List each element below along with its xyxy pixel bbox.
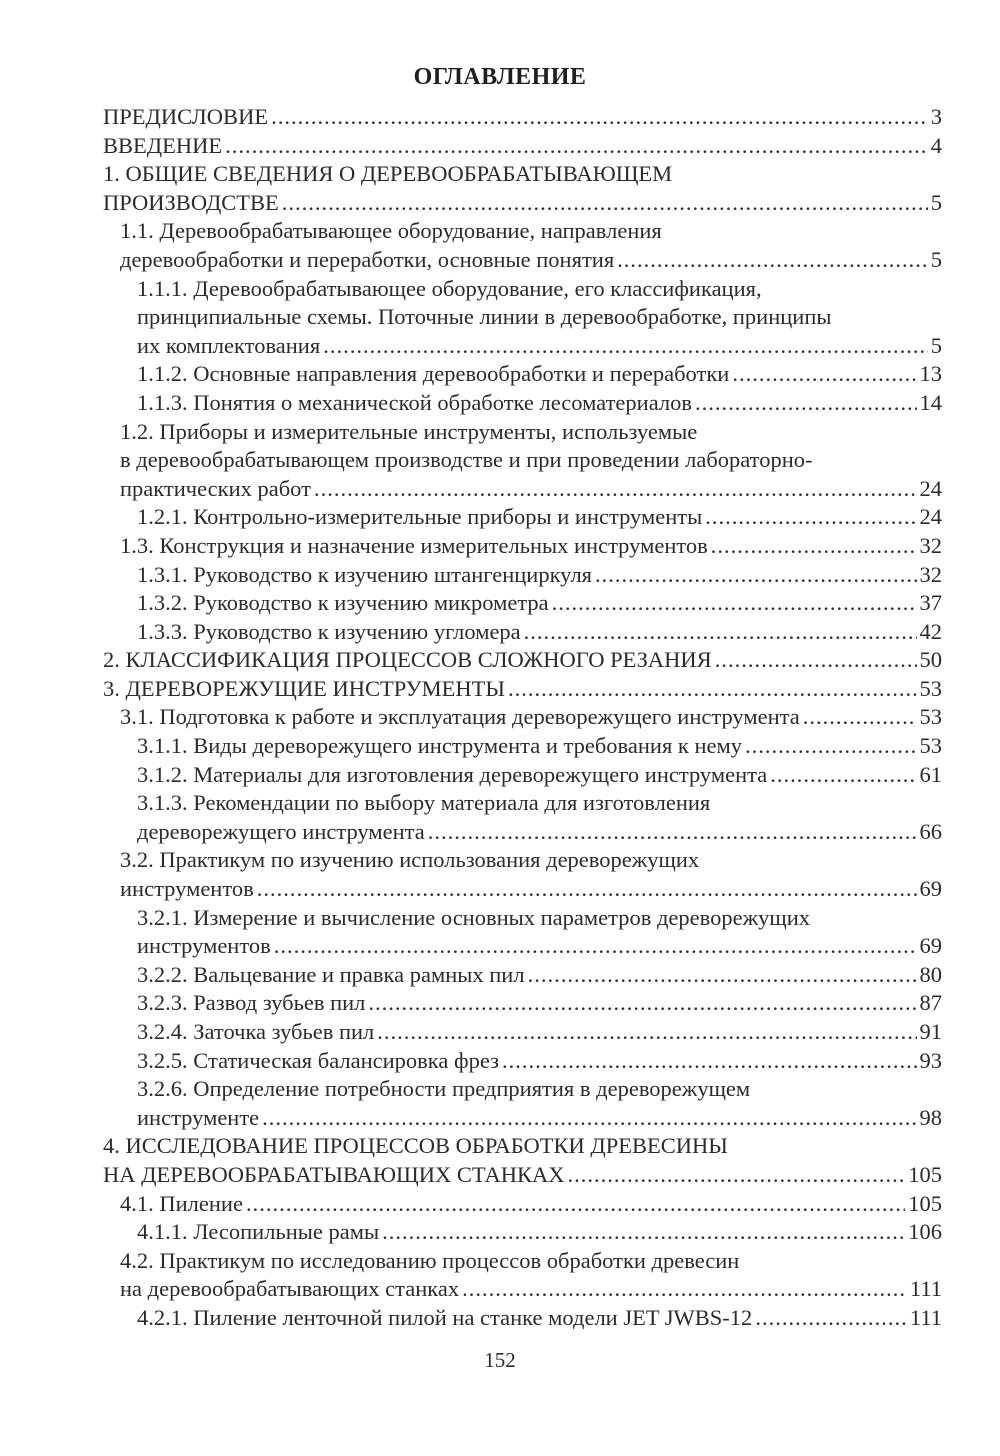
toc-entry-row (103, 646, 942, 675)
toc-entry-row (120, 246, 942, 275)
toc-entry-row (103, 189, 942, 218)
toc-entry-row (120, 1190, 942, 1219)
toc-entry[interactable] (103, 275, 942, 361)
toc-entry-line: в деревообрабатывающем производстве и при проведении лабораторно- (120, 447, 813, 473)
toc-entry[interactable] (103, 1218, 942, 1247)
toc-entry-text: на деревообрабатывающих станках (120, 1276, 460, 1302)
toc-page-number: 24 (919, 504, 942, 530)
dot-leader (314, 475, 917, 504)
toc-entry-text: деревообработки и переработки, основные понятия (120, 246, 615, 272)
toc-entry-line: 3.2.6. Определение потребности предприятия в дереворежущем (137, 1076, 751, 1102)
toc-entry[interactable] (103, 561, 942, 590)
toc-entry-text: ПРОИЗВОДСТВЕ (103, 189, 279, 215)
dot-leader (770, 761, 916, 790)
toc-entry[interactable] (103, 589, 942, 618)
toc-entry[interactable] (103, 1047, 942, 1076)
dot-leader (428, 818, 917, 847)
dot-leader (695, 389, 917, 418)
toc-entry-line: 3.2. Практикум по изучению использования дереворежущих (120, 847, 700, 873)
toc-page-number: 98 (919, 1104, 942, 1130)
toc-page-number: 37 (919, 590, 942, 616)
toc-entry-row (103, 675, 942, 704)
dot-leader (377, 1018, 916, 1047)
dot-leader (803, 703, 917, 732)
toc-entry[interactable] (103, 789, 942, 846)
toc-entry-row (137, 989, 942, 1018)
toc-page-number: 106 (908, 1219, 942, 1245)
toc-entry-row (137, 1104, 942, 1133)
dot-leader (732, 360, 916, 389)
toc-page-number: 105 (908, 1161, 942, 1187)
toc-entry-line: 1. ОБЩИЕ СВЕДЕНИЯ О ДЕРЕВООБРАБАТЫВАЮЩЕМ (103, 161, 673, 187)
toc-entry[interactable] (103, 217, 942, 274)
toc-entry-line: 4. ИССЛЕДОВАНИЕ ПРОЦЕССОВ ОБРАБОТКИ ДРЕВЕСИНЫ (103, 1133, 728, 1159)
toc-entry-text: 3.2.3. Развод зубьев пил (137, 990, 366, 1016)
toc-entry-text: 1.2.1. Контрольно-измерительные приборы и инструменты (137, 504, 703, 530)
dot-leader (711, 532, 917, 561)
dot-leader (262, 1104, 916, 1133)
toc-entry[interactable] (103, 904, 942, 961)
dot-leader (595, 561, 916, 590)
toc-entry-text: практических работ (120, 475, 311, 501)
toc-page-number: 105 (908, 1190, 942, 1216)
toc-page-number: 5 (930, 246, 942, 272)
toc-entry-text: их комплектования (137, 332, 321, 358)
dot-leader (508, 675, 917, 704)
toc-entry[interactable] (103, 961, 942, 990)
toc-entry-row (137, 818, 942, 847)
dot-leader (617, 246, 928, 275)
toc-entry-text: 1.1.3. Понятия о механической обработке лесоматериалов (137, 389, 692, 415)
toc-entry-line: 1.1. Деревообрабатывающее оборудование, направления (120, 218, 662, 244)
toc-entry[interactable] (103, 132, 942, 161)
toc-page-number: 53 (919, 704, 942, 730)
dot-leader (368, 989, 916, 1018)
dot-leader (705, 503, 916, 532)
toc-entry[interactable] (103, 1075, 942, 1132)
toc-entry[interactable] (103, 103, 942, 132)
toc-entry-row (103, 103, 942, 132)
toc-entry[interactable] (103, 532, 942, 561)
toc-entry-text: 1.3.3. Руководство к изучению угломера (137, 618, 521, 644)
toc-entry-row (137, 360, 942, 389)
toc-entry-line: 4.2. Практикум по исследованию процессов обработки древесин (120, 1247, 740, 1273)
toc-entry[interactable] (103, 1132, 942, 1189)
toc-entry[interactable] (103, 1304, 942, 1333)
toc-entry-text: 3.1. Подготовка к работе и эксплуатация дереворежущего инструмента (120, 704, 800, 730)
toc-page-number: 24 (919, 475, 942, 501)
toc-page-number: 61 (919, 761, 942, 787)
toc-page-number: 50 (919, 647, 942, 673)
toc-page-number: 3 (930, 104, 942, 129)
toc-entry-line: принципиальные схемы. Поточные линии в деревообработке, принципы (137, 304, 832, 330)
toc-page-number: 32 (919, 532, 942, 558)
dot-leader (502, 1047, 917, 1076)
toc-page-number: 80 (919, 961, 942, 987)
toc-entry[interactable] (103, 846, 942, 903)
toc-entry[interactable] (103, 675, 942, 704)
toc-entry-text: 4.2.1. Пиление ленточной пилой на станке модели JET JWBS-12 (137, 1304, 753, 1330)
toc-entry[interactable] (103, 1190, 942, 1219)
dot-leader (745, 732, 917, 761)
dot-leader (715, 646, 917, 675)
toc-page-number: 14 (919, 389, 942, 415)
toc-page-number: 5 (930, 332, 942, 358)
toc-entry-text: 1.3. Конструкция и назначение измерительных инструментов (120, 532, 708, 558)
toc-entry-text: 3.2.2. Вальцевание и правка рамных пил (137, 961, 525, 987)
toc-entry-text: 3.1.2. Материалы для изготовления дереворежущего инструмента (137, 761, 768, 787)
toc-page-number: 13 (919, 361, 942, 387)
toc-entry-row (103, 1161, 942, 1190)
toc-page-number: 42 (919, 618, 942, 644)
dot-leader (524, 618, 917, 647)
toc-page-number: 53 (919, 733, 942, 759)
toc-entry[interactable] (103, 389, 942, 418)
toc-entry-row (137, 761, 942, 790)
toc-entry-row (137, 1304, 942, 1333)
toc-entry-text: 2. КЛАССИФИКАЦИЯ ПРОЦЕССОВ СЛОЖНОГО РЕЗАНИЯ (103, 647, 712, 673)
toc-entry[interactable] (103, 989, 942, 1018)
dot-leader (225, 132, 928, 161)
toc-entry-row (137, 618, 942, 647)
toc-entry[interactable] (103, 503, 942, 532)
toc-entry-text: 3.1.1. Виды дереворежущего инструмента и требования к нему (137, 733, 742, 759)
toc-entry-row (137, 332, 942, 361)
toc-page-number: 91 (919, 1019, 942, 1044)
toc-page-number: 5 (930, 189, 942, 215)
toc-entry-text: 4.1. Пиление (120, 1190, 243, 1216)
toc-entry-line: 1.1.1. Деревообрабатывающее оборудование, его классификация, (137, 275, 762, 301)
toc-entry-row (137, 1047, 942, 1076)
toc-entry-text: ВВЕДЕНИЕ (103, 132, 223, 158)
page-number: 152 (484, 1348, 516, 1372)
toc-entry-row (120, 532, 942, 561)
toc-page-number: 4 (930, 132, 942, 158)
dot-leader (271, 103, 928, 132)
dot-leader (462, 1275, 907, 1304)
toc-entry[interactable] (103, 160, 942, 217)
toc-entry[interactable] (103, 418, 942, 504)
toc-page-number: 87 (919, 990, 942, 1016)
toc-entry-text: дереворежущего инструмента (137, 818, 425, 844)
toc-page-number: 111 (909, 1276, 942, 1302)
toc-entry-text: 4.1.1. Лесопильные рамы (137, 1219, 380, 1245)
toc-entry[interactable] (103, 360, 942, 389)
toc-entry-text: инструментов (137, 933, 271, 959)
toc-entry[interactable] (103, 1018, 942, 1047)
toc-page-number: 53 (919, 675, 942, 701)
toc-entry[interactable] (103, 761, 942, 790)
toc-entry-text: 1.3.2. Руководство к изучению микрометра (137, 590, 549, 616)
toc-page-number: 69 (919, 933, 942, 959)
toc-entry[interactable] (103, 1247, 942, 1304)
toc-entry-row (103, 132, 942, 161)
toc-entry-line: 1.2. Приборы и измерительные инструменты, используемые (120, 418, 698, 444)
dot-leader (552, 589, 917, 618)
toc-entry-text: 3.2.5. Статическая балансировка фрез (137, 1047, 499, 1073)
toc-entry-row (137, 1018, 942, 1047)
dot-leader (282, 189, 928, 218)
dot-leader (257, 875, 917, 904)
table-of-contents (103, 103, 942, 1333)
toc-entry-row (137, 1218, 942, 1247)
toc-entry-row (120, 875, 942, 904)
toc-entry-row (137, 503, 942, 532)
dot-leader (274, 932, 917, 961)
dot-leader (382, 1218, 905, 1247)
toc-entry-row (120, 475, 942, 504)
toc-entry-row (137, 389, 942, 418)
toc-page-number: 93 (919, 1047, 942, 1073)
toc-entry-text: 1.1.2. Основные направления деревообработки и переработки (137, 361, 730, 387)
dot-leader (528, 961, 917, 990)
toc-entry-text: НА ДЕРЕВООБРАБАТЫВАЮЩИХ СТАНКАХ (103, 1161, 565, 1187)
toc-entry-row (137, 561, 942, 590)
dot-leader (323, 332, 928, 361)
toc-page-number: 32 (919, 561, 942, 587)
toc-entry-text: ПРЕДИСЛОВИЕ (103, 104, 269, 129)
toc-entry-row (137, 589, 942, 618)
dot-leader (567, 1161, 905, 1190)
toc-entry-text: 3. ДЕРЕВОРЕЖУЩИЕ ИНСТРУМЕНТЫ (103, 675, 505, 701)
toc-entry[interactable] (103, 646, 942, 675)
toc-entry-row (137, 961, 942, 990)
toc-entry-line: 3.1.3. Рекомендации по выбору материала для изготовления (137, 790, 711, 816)
dot-leader (755, 1304, 907, 1333)
toc-entry-text: инструменте (137, 1104, 260, 1130)
toc-entry-line: 3.2.1. Измерение и вычисление основных параметров дереворежущих (137, 904, 811, 930)
toc-entry[interactable] (103, 732, 942, 761)
toc-entry[interactable] (103, 618, 942, 647)
toc-page-number: 111 (909, 1304, 942, 1330)
toc-entry-text: 3.2.4. Заточка зубьев пил (137, 1019, 375, 1044)
toc-entry-text: 1.3.1. Руководство к изучению штангенциркуля (137, 561, 593, 587)
toc-entry-row (120, 1275, 942, 1304)
toc-entry-row (137, 732, 942, 761)
toc-entry-row (137, 932, 942, 961)
toc-entry-row (120, 703, 942, 732)
toc-title: ОГЛАВЛЕНИЕ (413, 64, 587, 90)
dot-leader (246, 1190, 905, 1219)
toc-entry-text: инструментов (120, 876, 254, 902)
toc-entry[interactable] (103, 703, 942, 732)
toc-page-number: 66 (919, 818, 942, 844)
toc-page-number: 69 (919, 876, 942, 902)
